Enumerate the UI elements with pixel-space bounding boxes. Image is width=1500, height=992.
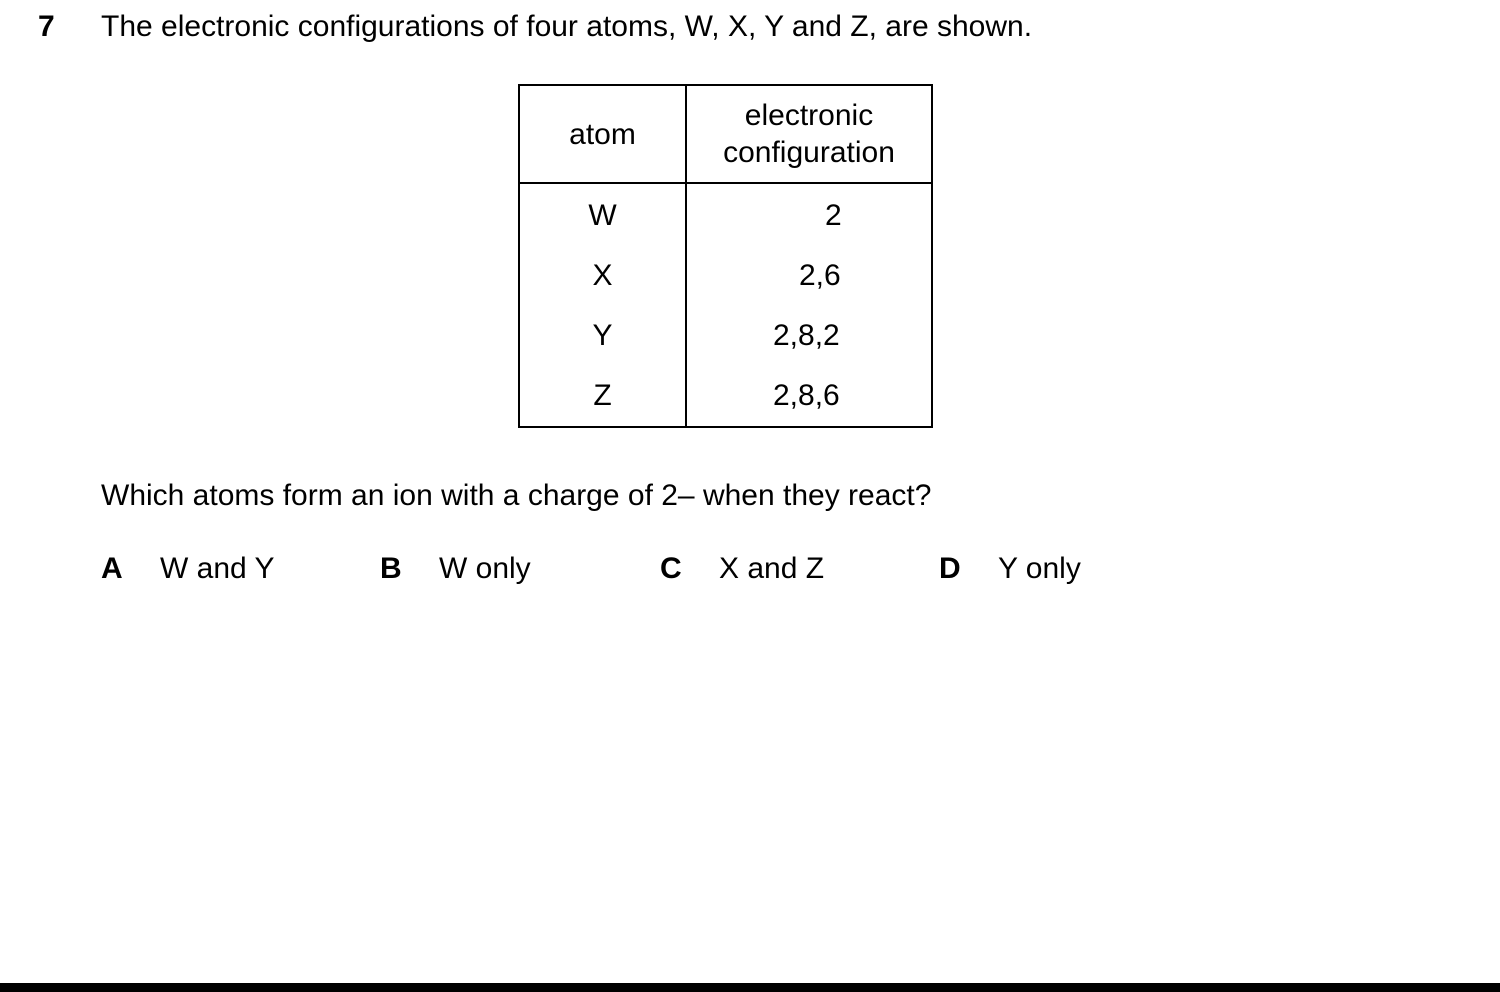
option-text: W and Y xyxy=(160,552,275,585)
option-d[interactable] xyxy=(939,552,1081,586)
config-cell xyxy=(686,306,932,366)
config-value: 2,6 xyxy=(799,259,841,292)
header-electronic-configuration xyxy=(686,85,932,183)
config-value: 2 xyxy=(825,199,842,232)
electronic-configuration-table xyxy=(518,84,933,428)
config-value: 2,8,6 xyxy=(773,379,840,412)
config-cell xyxy=(686,246,932,306)
option-text: X and Z xyxy=(719,552,825,585)
config-cell xyxy=(686,183,932,246)
table-row xyxy=(519,306,932,366)
option-letter: A xyxy=(101,552,123,585)
config-value: 2,8,2 xyxy=(773,319,840,352)
option-text: W only xyxy=(439,552,531,585)
table-header-row xyxy=(519,85,932,183)
option-a[interactable] xyxy=(101,552,275,586)
table-row xyxy=(519,246,932,306)
option-b[interactable] xyxy=(380,552,531,586)
atom-cell: Z xyxy=(519,366,686,427)
option-letter: D xyxy=(939,552,961,585)
option-letter: C xyxy=(660,552,682,585)
header-config-line1: electronic xyxy=(744,99,874,132)
question-stem: The electronic configurations of four atoms, W, X, Y and Z, are shown. xyxy=(101,10,1033,43)
option-letter: B xyxy=(380,552,402,585)
table-row xyxy=(519,366,932,427)
atom-cell: X xyxy=(519,246,686,306)
atom-cell: Y xyxy=(519,306,686,366)
question-number: 7 xyxy=(38,10,55,43)
question-prompt: Which atoms form an ion with a charge of 2– when they react? xyxy=(101,479,932,512)
header-config-line2: configuration xyxy=(723,136,895,169)
config-cell xyxy=(686,366,932,427)
option-text: Y only xyxy=(998,552,1081,585)
table-row xyxy=(519,183,932,246)
footer-bar xyxy=(0,983,1500,992)
atom-cell: W xyxy=(519,183,686,246)
header-atom: atom xyxy=(519,85,686,183)
option-c[interactable] xyxy=(660,552,825,586)
